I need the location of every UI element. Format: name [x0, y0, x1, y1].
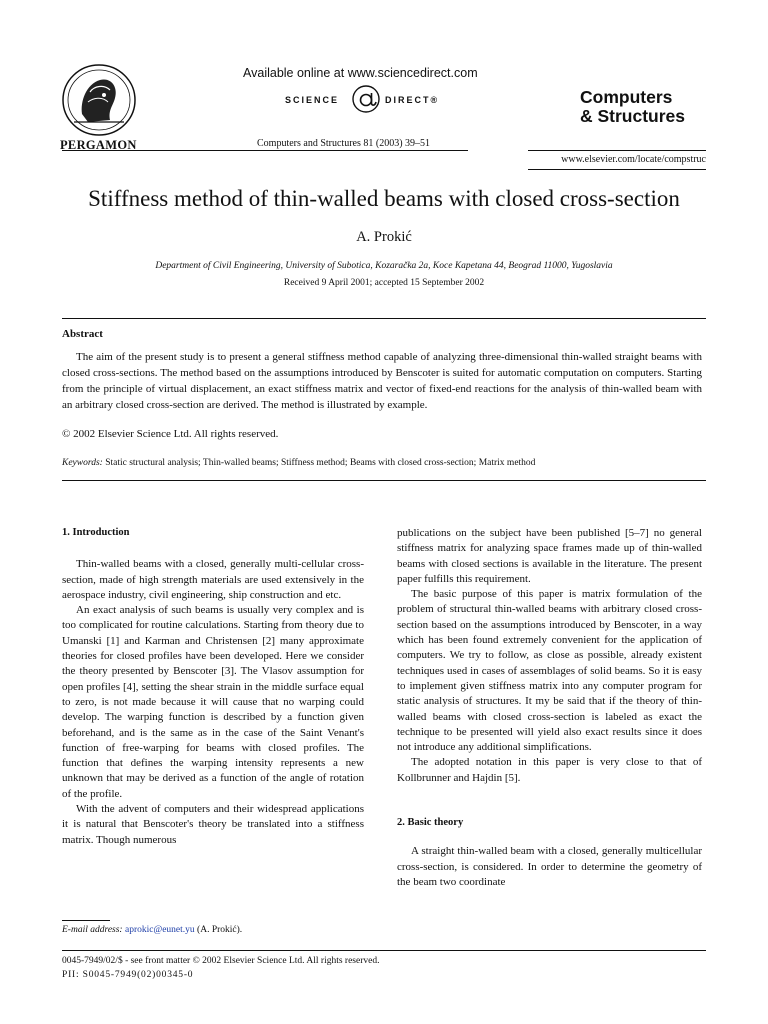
basic-theory-paragraph-1: A straight thin-walled beam with a closed, generally multicellular cross-section, is considered. In order to determine the geometry of the beam two coordinate — [397, 845, 702, 888]
at-sign-icon — [351, 84, 381, 114]
right-paragraph-2: The basic purpose of this paper is matrix formulation of the problem of structural thin-walled beams with arbitrary closed cross-section based on the assumptions introduced by Benscoter, in a way which has been found extremely convenient for the application of computers. We try to follow, as close as possible, already existent techniques used in cases of assemblages of solid beams. So it is easy to implement given stiffness matrix into any computer program for static analysis of structures. It my be said that if the theory of thin-walled beams with closed cross-section is labeled as exact the technique to be presented will yield also exact results since it does not introduce any additional simplifications. — [397, 588, 702, 754]
front-matter-line: 0045-7949/02/$ - see front matter © 2002 Elsevier Science Ltd. All rights reserved. — [62, 956, 380, 966]
intro-paragraph-2: An exact analysis of such beams is usually very complex and is too complicated for routine calculations. Starting from theory due to Umanski [1] and Karman and Christensen [2] many approximate theories for closed profiles have been developed. Here we consider the theory presented by Benscoter [3]. The Vlasov assumption for open profiles [4], setting the shear strain in the middle surface equal to zero, is not made because it will cause that no warping could develop. The warping function is described by a function given beforehand, and is the same as in the case of the Saint Venant's function of free-warping for beams with closed profiles. The function that defines the warping intensity represents a new unknown that may be derived as a function of the angle of rotation of the profile. — [62, 604, 364, 800]
elsevier-logo — [60, 62, 138, 138]
footer-rule — [62, 950, 706, 951]
right-column — [397, 526, 702, 890]
abstract-text: The aim of the present study is to present a general stiffness method capable of analyzing three-dimensional thin-walled straight beams with closed cross-sections. The method based on the assumptions introduced by Benscoter is suited for automatic computation on computers. Starting from the principle of virtual displacement, an exact stiffness matrix and vector of fixed-end reactions for the analysis of thin-walled beam with an arbitrary closed cross-section are derived. The method is illustrated by example. — [62, 351, 702, 412]
right-paragraph-3: The adopted notation in this paper is very close to that of Kollbrunner and Hajdin [5]. — [397, 756, 702, 784]
abstract-copyright: © 2002 Elsevier Science Ltd. All rights reserved. — [62, 428, 279, 440]
footnote-rule — [62, 920, 110, 921]
abstract-heading: Abstract — [62, 328, 103, 340]
sd-left-text: SCIENCE — [285, 95, 340, 105]
keywords — [62, 458, 535, 468]
available-online-text: Available online at www.sciencedirect.com — [243, 66, 478, 80]
intro-paragraph-3: With the advent of computers and their widespread applications it is natural that Benscoter's theory be translated into a stiffness matrix. Though numerous — [62, 803, 364, 846]
brand-line-1: Computers — [580, 87, 673, 107]
email-link[interactable]: aprokic@eunet.yu — [124, 925, 195, 935]
author-affiliation: Department of Civil Engineering, University of Subotica, Kozaračka 2a, Koce Kapetana 44, Beograd 11000, Yugoslavia — [155, 261, 613, 271]
intro-paragraph-1: Thin-walled beams with a closed, generally multi-cellular cross-section, made of high strength materials are used extensively in the aerospace industry, civil engineering, ship construction and etc. — [62, 558, 364, 601]
email-footnote — [62, 925, 242, 935]
pii-line: PII: S0045-7949(02)00345-0 — [62, 970, 194, 980]
section-heading-introduction: 1. Introduction — [62, 527, 130, 538]
section-heading-basic-theory: 2. Basic theory — [397, 817, 464, 829]
brand-line-2: & Structures — [580, 106, 686, 126]
abstract-rule-bottom — [62, 480, 706, 481]
journal-url[interactable]: www.elsevier.com/locate/compstruc — [561, 154, 706, 165]
right-paragraph-1: publications on the subject have been published [5–7] no general stiffness matrix for analyzing space frames made up of thin-walled beams with closed sections is available in the literature. The present paper fulfills this requirement. — [397, 527, 702, 585]
left-column — [62, 525, 364, 848]
article-title: Stiffness method of thin-walled beams with closed cross-section — [88, 186, 680, 211]
received-dates: Received 9 April 2001; accepted 15 September 2002 — [283, 278, 485, 288]
sciencedirect-logo — [285, 84, 455, 114]
abstract-rule-top — [62, 318, 706, 319]
journal-brand — [580, 88, 685, 126]
email-suffix: (A. Prokić). — [197, 925, 243, 935]
keywords-label: Keywords: — [62, 458, 103, 468]
email-label: E-mail address: — [62, 925, 123, 935]
keywords-list: Static structural analysis; Thin-walled beams; Stiffness method; Beams with closed cross-section; Matrix method — [105, 458, 536, 468]
author-name: A. Prokić — [356, 229, 412, 245]
publisher-name: PERGAMON — [60, 138, 137, 152]
journal-reference: Computers and Structures 81 (2003) 39–51 — [257, 138, 431, 149]
sd-right-text: DIRECT® — [385, 95, 440, 105]
header-rule-right — [528, 150, 706, 151]
url-rule — [528, 169, 706, 170]
header-rule-left — [62, 150, 468, 151]
